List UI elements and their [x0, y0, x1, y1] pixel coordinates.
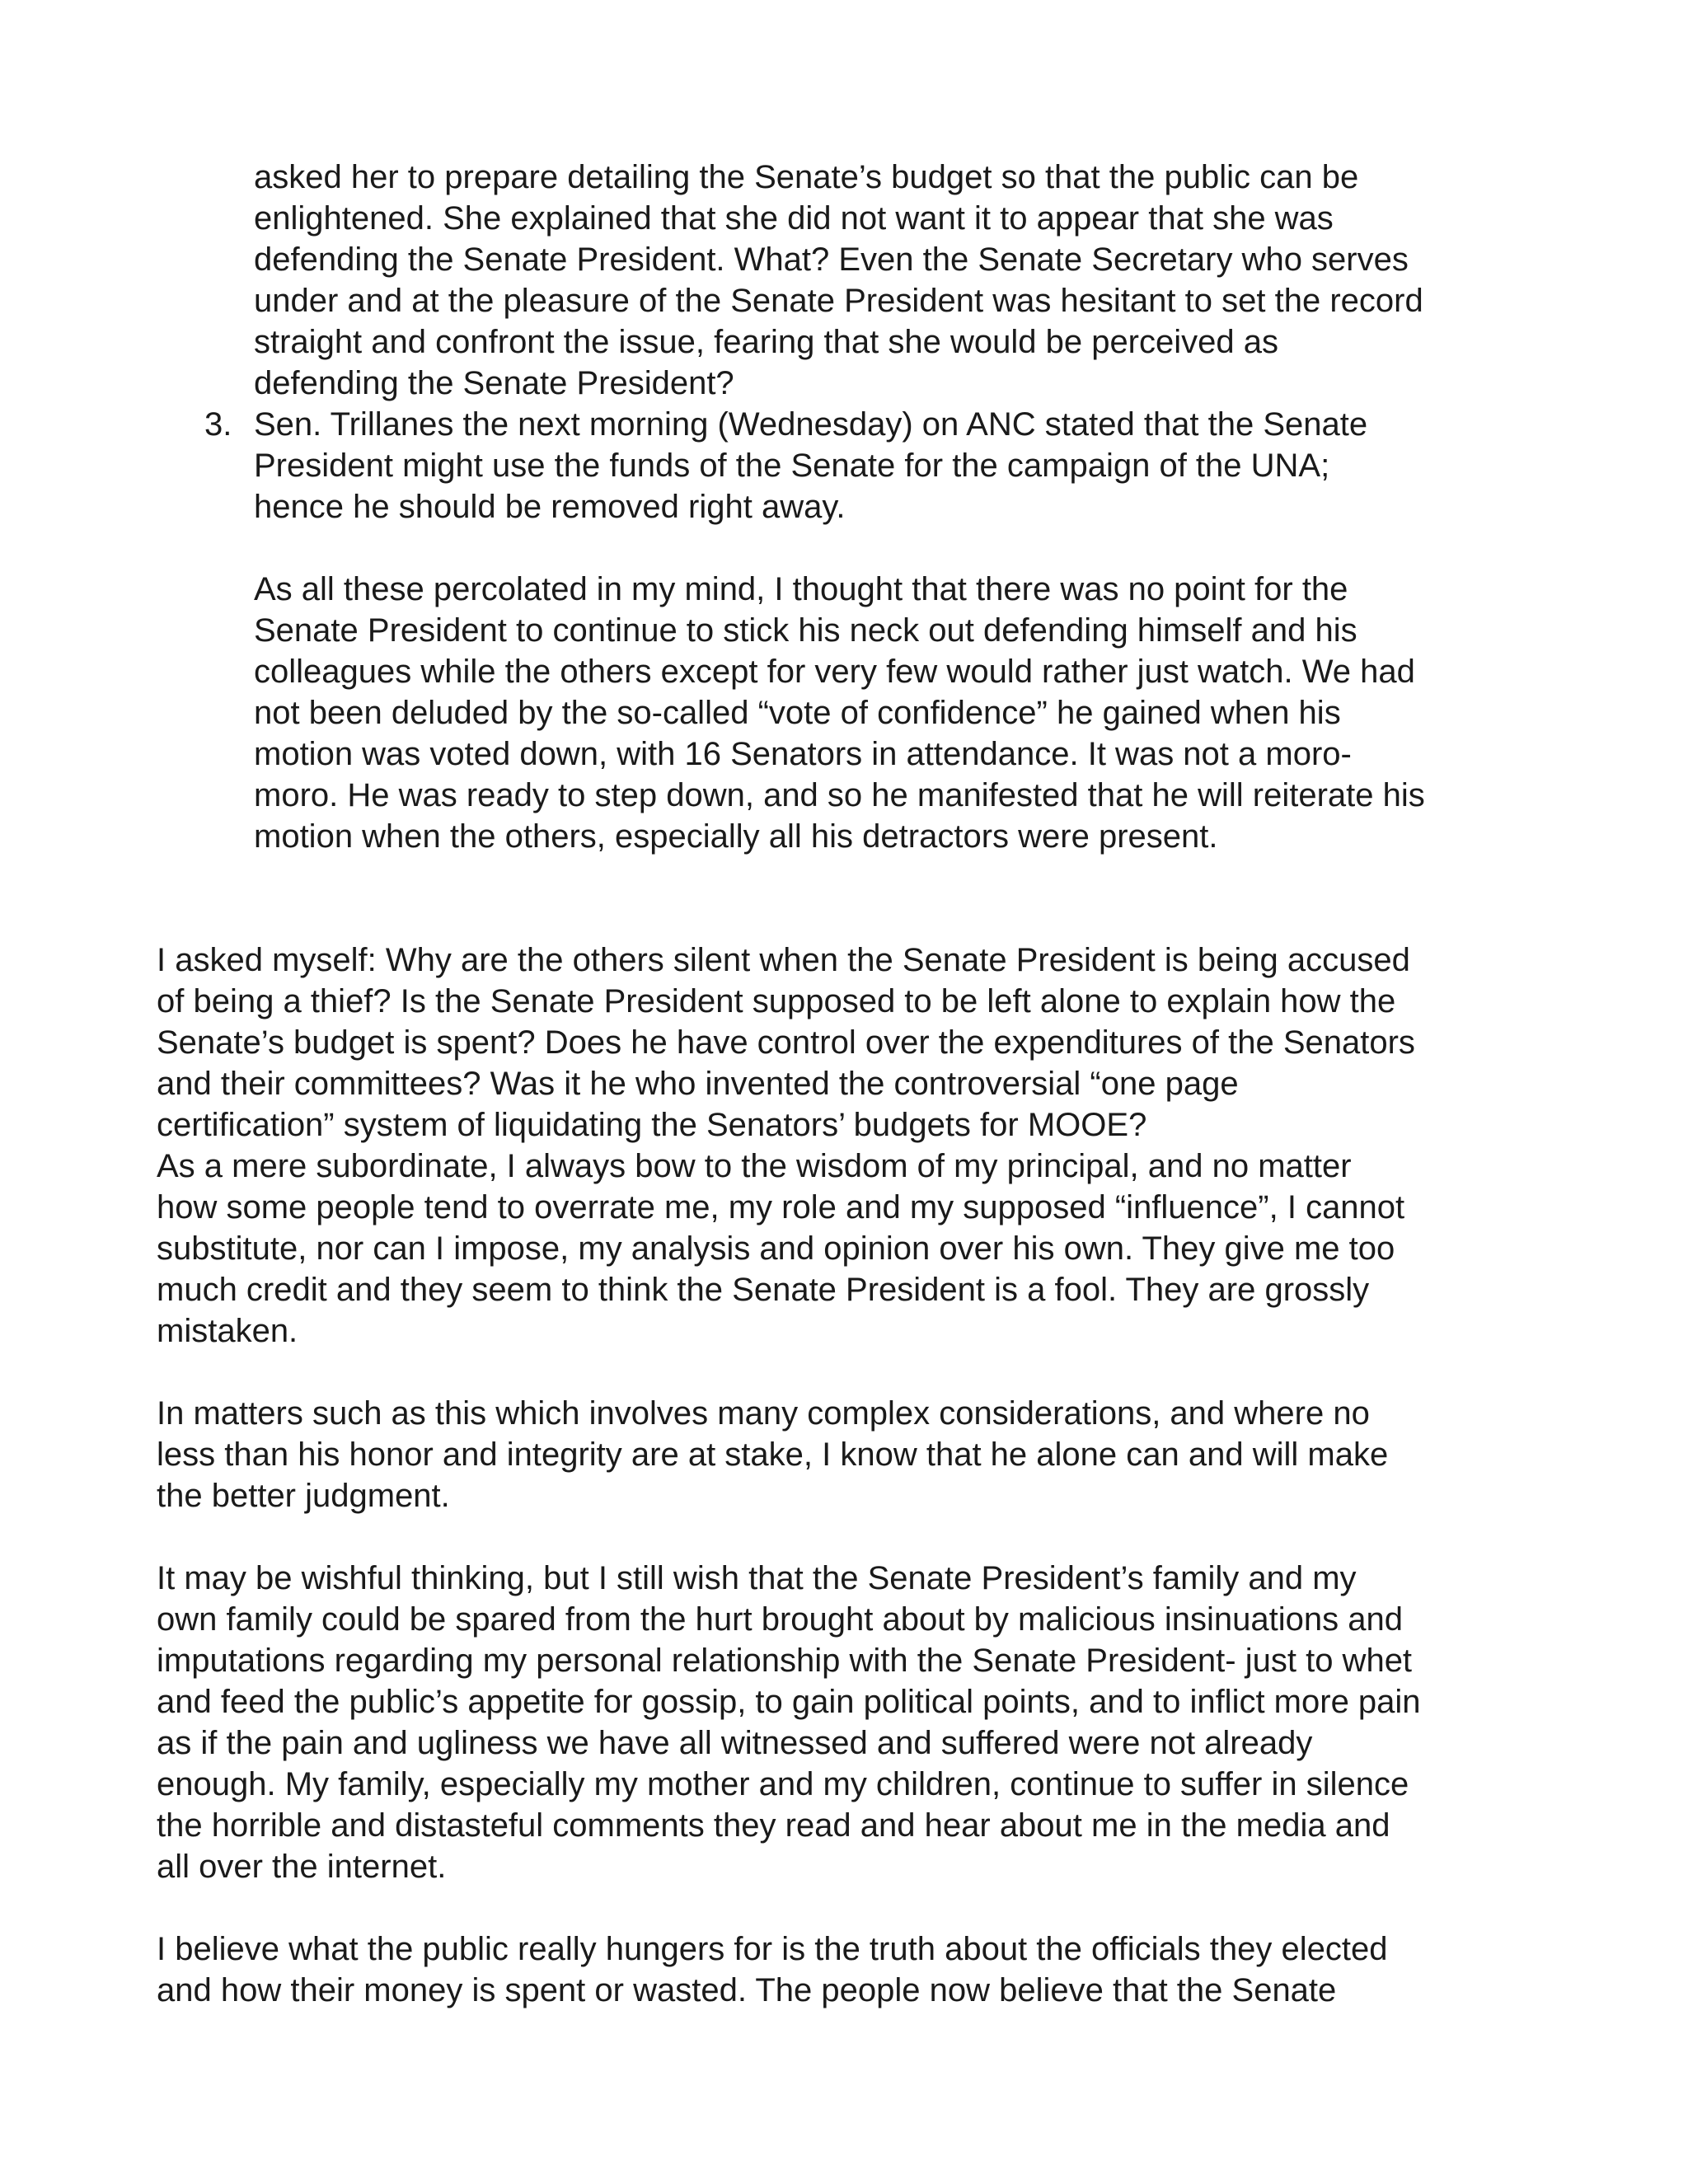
list-item-text: Sen. Trillanes the next morning (Wednesday) on ANC stated that the Senate President might use the funds of the Senate for the campaign of the UNA; hence he should be removed right away. — [254, 406, 1368, 525]
indented-paragraph: As all these percolated in my mind, I thought that there was no point for the Senate President to continue to stick his neck out defending himself and his colleagues while the others except for very few would rather just watch. We had not been deluded by the so-called “vote of confidence” he gained when his motion was voted down, with 16 Senators in attendance. It was not a moro- moro. He was ready to step down, and so he manifested that he will reiterate his motion when the others, especially all his detractors were present. — [254, 571, 1425, 855]
paragraph-3: It may be wishful thinking, but I still wish that the Senate President’s family and my own family could be spared from the hurt brought about by malicious insinuations and imputations regarding my personal relationship with the Senate President- just to whet and feed the public’s appetite for gossip, to gain political points, and to inflict more pain as if the pain and ugliness we have all witnessed and suffered were not already enough. My family, especially my mother and my children, continue to suffer in silence the horrible and distasteful comments they read and hear about me in the media and all over the internet. — [157, 1560, 1421, 1885]
continuation-paragraph: asked her to prepare detailing the Senate’s budget so that the public can be enlightened. She explained that she did not want it to appear that she was defending the Senate President. What? Even the Senate Secretary who serves under and at the pleasure of the Senate President was hesitant to set the record straight and confront the issue, fearing that she would be perceived as defending the Senate President? — [254, 159, 1423, 401]
list-item-number: 3. — [204, 406, 232, 443]
paragraph-4: I believe what the public really hungers for is the truth about the officials they elected and how their money is spent or wasted. The people now believe that the Senate — [157, 1931, 1388, 2008]
paragraph-1: I asked myself: Why are the others silent when the Senate President is being accused of being a thief? Is the Senate President supposed to be left alone to explain how the Senate’s budget is spent? Does he have control over the expenditures of the Senators and their committees? Was it he who invented the controversial “one page certification” system of liquidating the Senators’ budgets for MOOE? As a mere subordinate, I always bow to the wisdom of my principal, and no matter how some people tend to overrate me, my role and my supposed “influence”, I cannot substitute, nor can I impose, my analysis and opinion over his own. They give me too much credit and they seem to think the Senate President is a fool. They are grossly mistaken. — [157, 942, 1415, 1349]
paragraph-2: In matters such as this which involves many complex considerations, and where no less than his honor and integrity are at stake, I know that he alone can and will make the better judgment. — [157, 1395, 1389, 1514]
